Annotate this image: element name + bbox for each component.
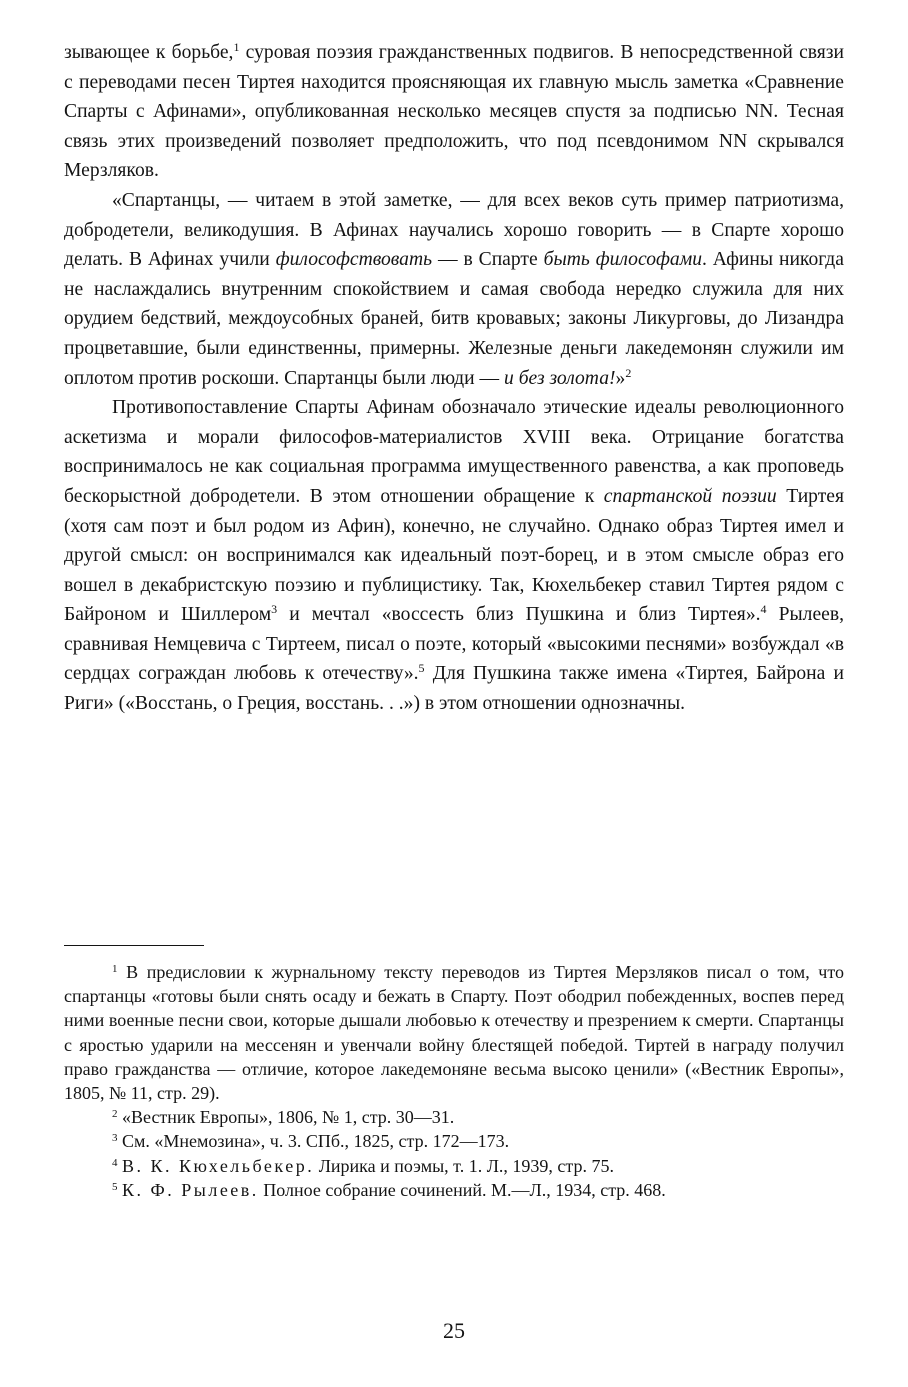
footnote-5 [64, 1178, 844, 1202]
footnote-2 [64, 1105, 844, 1129]
footnote-number: 3 [112, 1132, 118, 1145]
paragraph-1-text-b: суровая поэзия гражданственных подвигов. В непосредственной связи с переводами песен Тиртея находится проясняющая их главную мысль заметка «Сравнение Спарты с Афинами», опубликованная несколько месяцев спустя за подписью NN. Тесная связь этих произведений позволяет предположить, что под псевдонимом NN скрывался Мерзляков. [64, 42, 844, 182]
footnote-ref-5: 5 [418, 661, 425, 676]
paragraph-3-text-b: Тиртея (хотя сам поэт и был родом из Афин), конечно, не случайно. Однако образ Тиртея имел и другой смысл: он воспринимался как идеальный поэт-борец, и в этом смысле образ его вошел в декабристскую поэзию и публицистику. Так, Кюхельбекер ставил Тиртея рядом с Байроном и Шиллером [64, 485, 844, 626]
footnote-ref-2: 2 [625, 365, 632, 380]
paragraph-1-text-a: зывающее к борьбе, [64, 42, 234, 63]
footnote-text: В предисловии к журнальному тексту переводов из Тиртея Мерзляков писал о том, что спартанцы «готовы были снять осаду и бежать в Спарту. Поэт ободрил побежденных, воспев перед ними военные песни свои, которые дышали любовью к отечеству и презрением к смерти. Спартанцы с яростью ударили на мессенян и увенчали войну блестящей победой. Тиртей в награду получил право гражданства — отличие, которое лакедемоняне весьма высоко ценили» («Вестник Европы», 1805, № 11, стр. 29). [64, 962, 844, 1104]
footnote-text: Полное собрание сочинений. М.—Л., 1934, стр. 468. [258, 1179, 666, 1200]
footnote-number: 1 [112, 963, 118, 975]
paragraph-2-text-c: . Афины никогда не наслаждались внутренним спокойствием и самая свобода нередко служила для них орудием бедствий, междоусобных браней, битв кровавых; законы Ликурговы, до Лизандра процветавшие, были единственны, примерны. Железные деньги лакедемонян служили им оплотом против роскоши. Спартанцы были люди — [64, 249, 844, 389]
footnote-text: «Вестник Европы», 1806, № 1, стр. 30—31. [117, 1107, 455, 1128]
paragraph-2-emphasis-c: и без золота! [504, 367, 616, 389]
footnotes [64, 960, 844, 1202]
page-number: 25 [443, 1318, 465, 1343]
footnote-text: Лирика и поэмы, т. 1. Л., 1939, стр. 75. [314, 1155, 614, 1176]
footnote-divider [64, 945, 204, 946]
paragraph-3-emphasis-a: спартанской поэзии [603, 485, 777, 507]
paragraph-2 [64, 186, 844, 393]
footnote-ref-4: 4 [760, 602, 767, 617]
paragraph-3 [64, 393, 844, 719]
footnote-ref-3: 3 [271, 602, 278, 617]
footnote-author: К. Ф. Рылеев. [122, 1179, 259, 1200]
footnote-number: 5 [112, 1180, 118, 1193]
footnote-1 [64, 960, 844, 1105]
footnote-text: См. «Мнемозина», ч. 3. СПб., 1825, стр. 172—173. [117, 1131, 510, 1152]
footnote-4 [64, 1154, 844, 1178]
paragraph-2-text-d: » [615, 367, 626, 389]
paragraph-3-text-c: и мечтал «воссесть близ Пушкина и близ Тиртея». [277, 604, 761, 626]
paragraph-3-text-a: Противопоставление Спарты Афинам обозначало этические идеалы революционного аскетизма и морали философов-материалистов XVIII века. Отрицание богатства воспринималось не как социальная программа имущественного равенства, а как проповедь бескорыстной добродетели. В этом отношении обращение к [64, 397, 844, 507]
footnote-author: В. К. Кюхельбекер. [122, 1155, 315, 1176]
paragraph-1 [64, 38, 844, 186]
paragraph-3-text-d: Рылеев, сравнивая Немцевича с Тиртеем, писал о поэте, который «высокими песнями» возбуждал «в сердцах сограждан любовь к отечеству». [64, 604, 844, 685]
paragraph-2-text-b: — в Спарте [432, 249, 544, 271]
footnote-number: 2 [112, 1108, 118, 1121]
paragraph-2-emphasis-a: философствовать [275, 249, 433, 271]
footnote-number: 4 [112, 1156, 118, 1169]
paragraph-2-emphasis-b: быть философами [543, 249, 702, 271]
paragraph-3-text-e: Для Пушкина также имена «Тиртея, Байрона и Риги» («Восстань, о Греция, восстань. . .») в этом отношении однозначны. [64, 663, 844, 715]
main-text [64, 38, 844, 719]
paragraph-2-text-a: «Спартанцы, — читаем в этой заметке, — для всех веков суть пример патриотизма, добродетели, великодушия. В Афинах научались хорошо говорить — в Спарте хорошо делать. В Афинах учили [64, 189, 844, 271]
footnote-ref-1: 1 [233, 40, 240, 54]
footnote-3 [64, 1129, 844, 1153]
